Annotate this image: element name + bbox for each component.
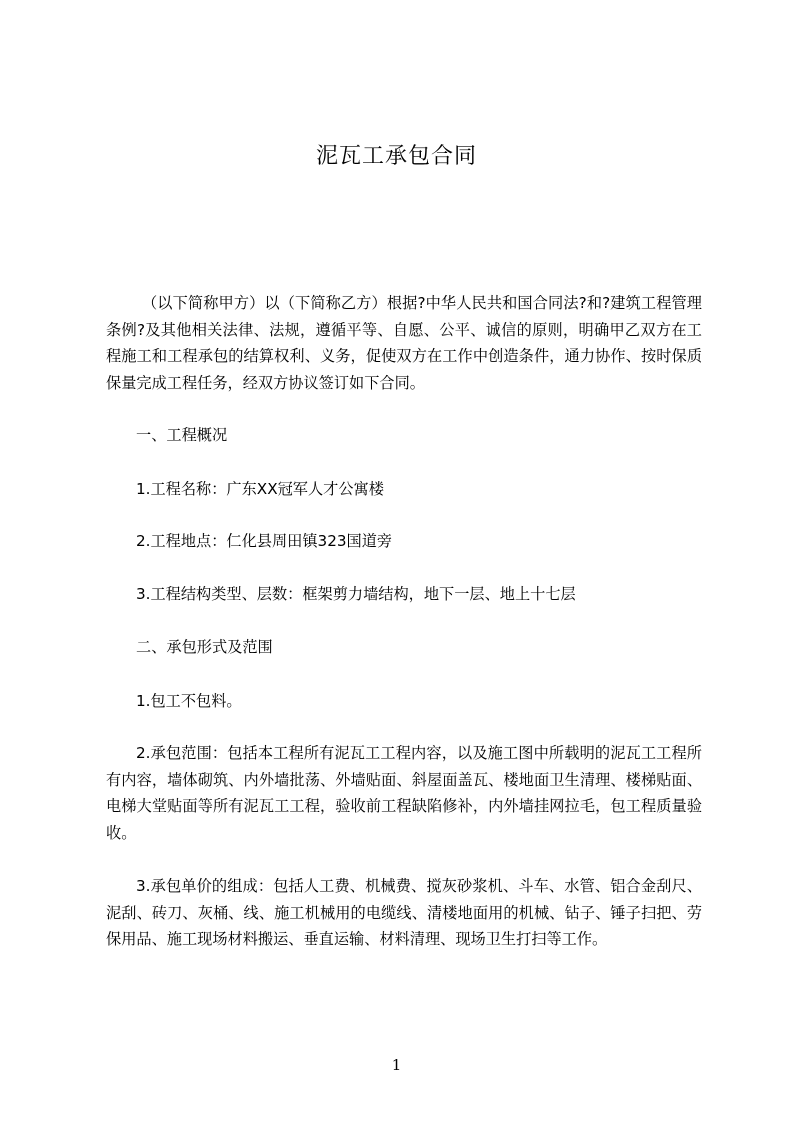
section-heading-project-overview: 一、工程概况 <box>136 426 228 444</box>
document-title: 泥瓦工承包合同 <box>315 144 477 169</box>
page-number: 1 <box>391 1056 402 1074</box>
section-heading-contract-scope: 二、承包形式及范围 <box>136 638 273 656</box>
project-name-item: 1.工程名称：广东XX冠军人才公寓楼 <box>136 480 384 498</box>
labor-only-item: 1.包工不包料。 <box>136 692 242 710</box>
project-structure-item: 3.工程结构类型、层数：框架剪力墙结构，地下一层、地上十七层 <box>136 585 576 603</box>
unit-price-paragraph: 3.承包单价的组成：包括人工费、机械费、搅灰砂浆机、斗车、水管、铝合金刮尺、泥刮、砖刀、灰桶、线、施工机械用的电缆线、清楼地面用的机械、钻子、锤子扫把、劳保用品、施工现场材料搬运、垂直运输、材料清理、现场卫生打扫等工作。 <box>106 877 702 948</box>
project-location-item: 2.工程地点：仁化县周田镇323国道旁 <box>136 532 393 550</box>
contract-scope-paragraph: 2.承包范围：包括本工程所有泥瓦工工程内容，以及施工图中所载明的泥瓦工工程所有内容，墙体砌筑、内外墙批荡、外墙贴面、斜屋面盖瓦、楼地面卫生清理、楼梯贴面、电梯大堂贴面等所有泥瓦工工程，验收前工程缺陷修补，内外墙挂网拉毛，包工程质量验收。 <box>106 744 702 842</box>
intro-paragraph: （以下简称甲方）以（下简称乙方）根据?中华人民共和国合同法?和?建筑工程管理条例?及其他相关法律、法规，遵循平等、自愿、公平、诚信的原则，明确甲乙双方在工程施工和工程承包的结算权利、义务，促使双方在工作中创造条件，通力协作、按时保质保量完成工程任务，经双方协议签订如下合同。 <box>106 294 702 392</box>
